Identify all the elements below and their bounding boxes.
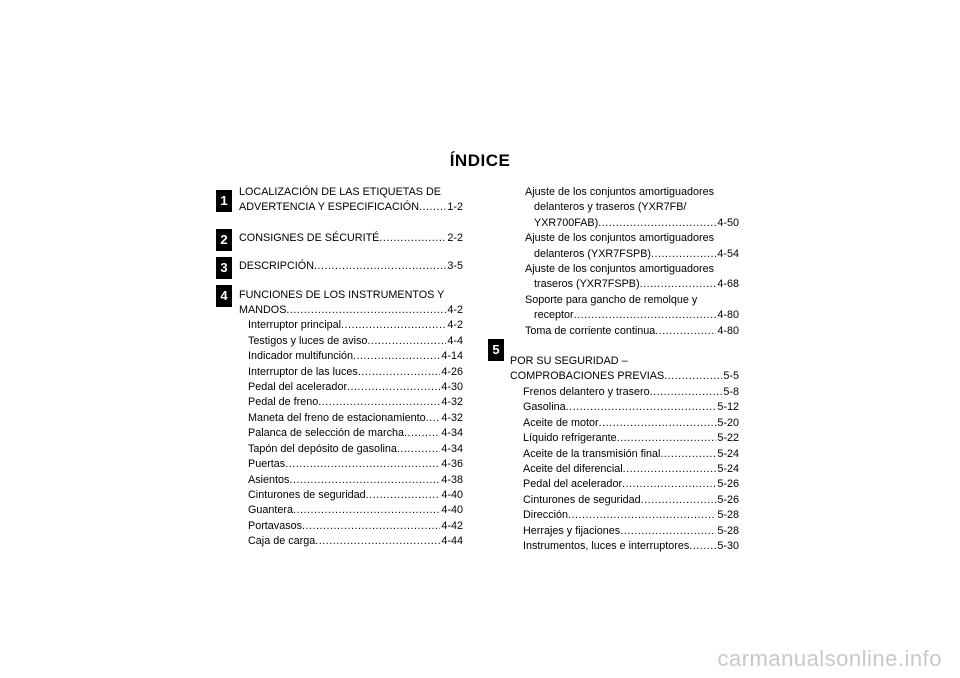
toc-page-number: 1-2 xyxy=(447,201,463,214)
toc-entry-label: CONSIGNES DE SÉCURITÉ xyxy=(239,231,380,244)
toc-subentry-group-a xyxy=(510,185,739,339)
toc-subentry-line[interactable]: Ajuste de los conjuntos amortiguadores xyxy=(525,232,715,245)
chapter-badge-4: 4 xyxy=(216,285,232,307)
toc-subentry[interactable]: Líquido refrigerante ..... 5-22 xyxy=(523,431,739,446)
toc-right-column xyxy=(510,185,739,554)
toc-subentry[interactable]: Guantera ..... 4-40 xyxy=(248,503,463,518)
toc-subentry-line[interactable]: Ajuste de los conjuntos amortiguadores xyxy=(525,263,715,276)
toc-subentry[interactable]: receptor ..... 4-80 xyxy=(525,308,739,323)
chapter-badge-2: 2 xyxy=(216,229,232,251)
chapter-badge-3: 3 xyxy=(216,257,232,279)
toc-page-number: 4-2 xyxy=(447,304,463,317)
toc-left-column xyxy=(239,185,463,550)
toc-subentry[interactable]: Aceite del diferencial ..... 5-24 xyxy=(523,462,739,477)
toc-subentry[interactable]: Gasolina ..... 5-12 xyxy=(523,400,739,415)
toc-entry-label: DESCRIPCIÓN xyxy=(239,260,314,273)
toc-subentry[interactable]: Pedal de freno ..... 4-32 xyxy=(248,395,463,410)
toc-subentry[interactable]: Interruptor de las luces ..... 4-26 xyxy=(248,365,463,380)
toc-subentry[interactable]: Toma de corriente continua ..... 4-80 xyxy=(525,324,739,339)
toc-subentry-line[interactable]: Ajuste de los conjuntos amortiguadores xyxy=(525,186,715,198)
toc-subentry[interactable]: Instrumentos, luces e interruptores ..... 5-30 xyxy=(523,539,739,554)
toc-subentry[interactable]: Pedal del acelerador ..... 4-30 xyxy=(248,380,463,395)
toc-page-number: 2-2 xyxy=(447,231,463,244)
toc-subentry[interactable]: traseros (YXR7FSPB) ..... 4-68 xyxy=(525,277,739,292)
toc-entry-label: ADVERTENCIA Y ESPECIFICACIÓN xyxy=(239,201,419,214)
toc-chapter-5-subentries xyxy=(510,385,739,554)
toc-subentry[interactable]: Dirección ..... 5-28 xyxy=(523,508,739,523)
toc-page-number: 3-5 xyxy=(447,260,463,273)
dot-leader xyxy=(286,303,446,318)
toc-chapter-1-entry[interactable] xyxy=(239,200,463,215)
dot-leader xyxy=(314,259,446,274)
toc-chapter-4-entry[interactable] xyxy=(239,303,463,318)
toc-subentry[interactable]: YXR700FAB) ..... 4-50 xyxy=(525,216,739,231)
toc-chapter-5-title[interactable]: POR SU SEGURIDAD – xyxy=(510,355,628,368)
toc-subentry[interactable]: Cinturones de seguridad ..... 5-26 xyxy=(523,493,739,508)
toc-subentry[interactable]: Asientos ..... 4-38 xyxy=(248,473,463,488)
toc-subentry[interactable]: Indicador multifunción ..... 4-14 xyxy=(248,349,463,364)
toc-subentry[interactable]: Cinturones de seguridad ..... 4-40 xyxy=(248,488,463,503)
toc-subentry[interactable]: delanteros (YXR7FSPB) ..... 4-54 xyxy=(525,247,739,262)
toc-chapter-2-entry[interactable] xyxy=(239,231,463,246)
toc-subentry[interactable]: Interruptor principal ..... 4-2 xyxy=(248,318,463,333)
toc-chapter-4-title[interactable]: FUNCIONES DE LOS INSTRUMENTOS Y xyxy=(239,288,445,301)
chapter-badge-5: 5 xyxy=(488,339,504,361)
toc-subentry[interactable]: Tapón del depósito de gasolina ..... 4-34 xyxy=(248,442,463,457)
toc-chapter-4-subentries xyxy=(239,318,463,549)
toc-subentry[interactable]: Caja de carga ..... 4-44 xyxy=(248,534,463,549)
toc-subentry[interactable]: Palanca de selección de marcha ..... 4-34 xyxy=(248,426,463,441)
chapter-badge-1: 1 xyxy=(216,190,232,212)
toc-subentry[interactable]: Frenos delantero y trasero ..... 5-8 xyxy=(523,385,739,400)
toc-subentry-line[interactable]: Soporte para gancho de remolque y xyxy=(525,293,698,306)
toc-subentry[interactable]: Portavasos ..... 4-42 xyxy=(248,519,463,534)
toc-chapter-5-entry[interactable] xyxy=(510,369,739,384)
toc-subentry-line[interactable]: delanteros y traseros (YXR7FB/ xyxy=(534,201,687,214)
toc-subentry[interactable]: Aceite de motor ..... 5-20 xyxy=(523,416,739,431)
toc-chapter-1-title[interactable]: LOCALIZACIÓN DE LAS ETIQUETAS DE xyxy=(239,186,441,198)
dot-leader xyxy=(664,369,722,384)
toc-subentry[interactable]: Herrajes y fijaciones ..... 5-28 xyxy=(523,524,739,539)
toc-entry-label: COMPROBACIONES PREVIAS xyxy=(510,370,665,383)
page-title: ÍNDICE xyxy=(449,151,511,170)
toc-subentry[interactable]: Puertas ..... 4-36 xyxy=(248,457,463,472)
toc-chapter-3-entry[interactable] xyxy=(239,259,463,274)
toc-subentry[interactable]: Aceite de la transmisión final ..... 5-24 xyxy=(523,447,739,462)
watermark-text: carmanualsonline.info xyxy=(717,646,942,671)
toc-subentry[interactable]: Maneta del freno de estacionamiento ..... 4-32 xyxy=(248,411,463,426)
toc-page-number: 5-5 xyxy=(723,370,739,383)
toc-subentry[interactable]: Pedal del acelerador ..... 5-26 xyxy=(523,477,739,492)
toc-entry-label: MANDOS xyxy=(239,304,287,317)
dot-leader xyxy=(379,231,446,246)
dot-leader xyxy=(419,200,446,215)
toc-subentry[interactable]: Testigos y luces de aviso ..... 4-4 xyxy=(248,334,463,349)
